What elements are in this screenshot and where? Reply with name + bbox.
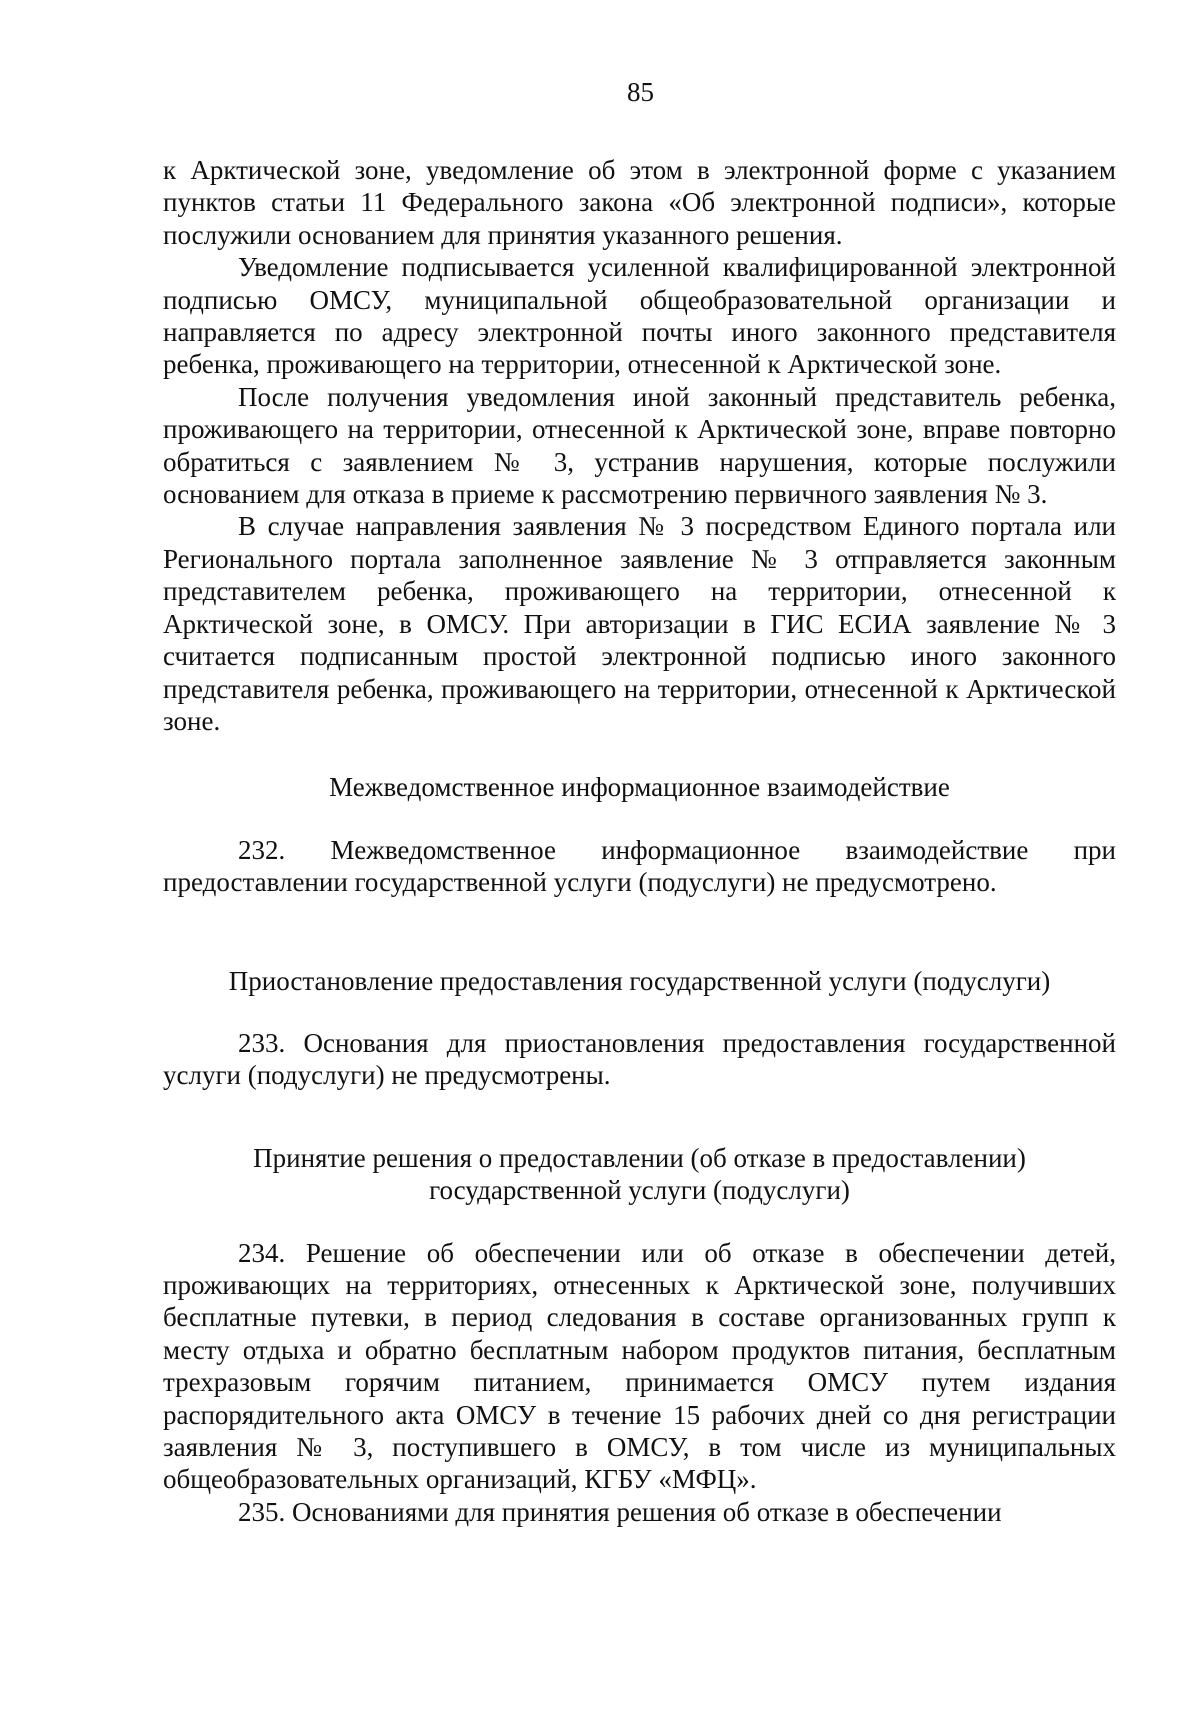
paragraph-234: 234. Решение об обеспечении или об отказе в обеспечении детей, проживающих на территориях, отнесенных к Арктической зоне, получивших бесплатные путевки, в период следования в составе организованных групп к месту отдыха и обратно бесплатным набором продуктов питания, бесплатным трехразовым горячим питанием, принимается ОМСУ путем издания распорядительного акта ОМСУ в течение 15 рабочих дней со дня регистрации заявления № 3, поступившего в ОМСУ, в том числе из муниципальных общеобразовательных организаций, КГБУ «МФЦ».	[163, 1237, 1116, 1495]
paragraph-repeat-application: После получения уведомления иной законный представитель ребенка, проживающего на территории, отнесенной к Арктической зоне, вправе повторно обратиться с заявлением № 3, устранив нарушения, которые послужили основанием для отказа в приеме к рассмотрению первичного заявления № 3.	[163, 381, 1116, 510]
heading-interagency: Межведомственное информационное взаимодействие	[329, 772, 950, 803]
heading-suspension: Приостановление предоставления государственной услуги (подуслуги)	[228, 965, 1051, 996]
paragraph-continuation: к Арктической зоне, уведомление об этом в электронной форме с указанием пунктов статьи 11 Федерального закона «Об электронной подписи», которые послужили основанием для принятия указанного решения.	[163, 155, 1116, 250]
paragraph-232: 232. Межведомственное информационное взаимодействие при предоставлении государственной услуги (подуслуги) не предусмотрено.	[163, 834, 1116, 898]
paragraph-notification-signing: Уведомление подписывается усиленной квалифицированной электронной подписью ОМСУ, муниципальной общеобразовательной организации и направляется по адресу электронной почты иного законного представителя ребенка, проживающего на территории, отнесенной к Арктической зоне.	[163, 252, 1116, 380]
heading-decision-line1: Принятие решения о предоставлении (об отказе в предоставлении)	[253, 1142, 1026, 1173]
page-number: 85	[627, 77, 654, 107]
heading-decision-line2: государственной услуги (подуслуги)	[429, 1175, 850, 1206]
paragraph-233: 233. Основания для приостановления предоставления государственной услуги (подуслуги) не предусмотрены.	[163, 1027, 1116, 1091]
paragraph-235: 235. Основаниями для принятия решения об отказе в обеспечении	[238, 1496, 1002, 1527]
paragraph-portal-submission: В случае направления заявления № 3 посредством Единого портала или Регионального портала заполненное заявление № 3 отправляется законным представителем ребенка, проживающего на территории, отнесенной к Арктической зоне, в ОМСУ. При авторизации в ГИС ЕСИА заявление № 3 считается подписанным простой электронной подписью иного законного представителя ребенка, проживающего на территории, отнесенной к Арктической зоне.	[163, 511, 1116, 736]
